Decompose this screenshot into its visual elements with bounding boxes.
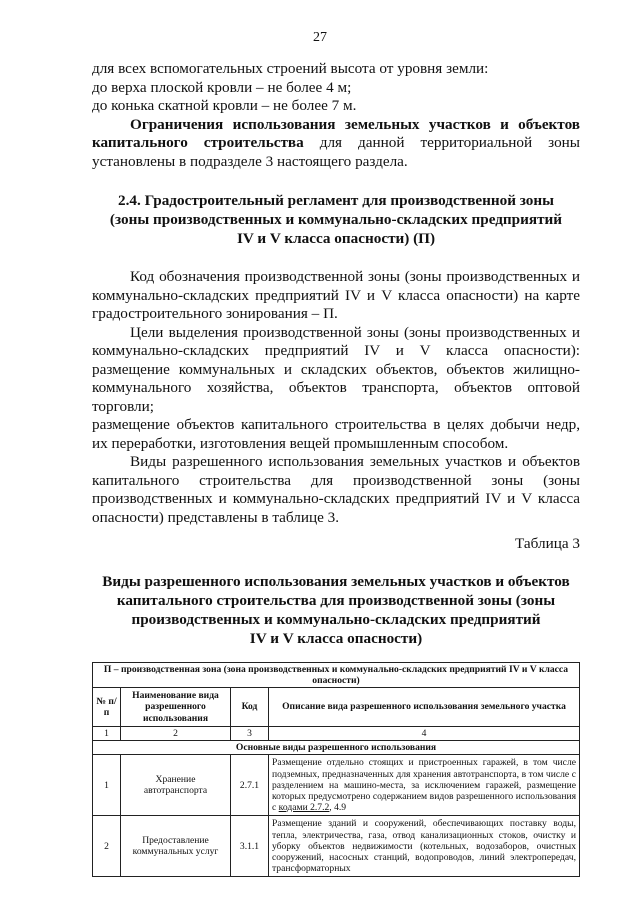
code-paragraph: Код обозначения производственной зоны (зоны производственных и коммунально-складских предприятий IV и V класса опасности) на карте градостроительного зонирования – П. xyxy=(92,268,580,322)
regulation-table xyxy=(92,662,580,878)
table-title xyxy=(92,572,580,648)
row-desc xyxy=(269,755,580,816)
row-name: Хранение автотранспорта xyxy=(121,755,231,816)
table-title-line-3: производственных и коммунально-складских предприятий xyxy=(131,610,541,628)
row-desc-text: Размещение отдельно стоящих и пристроенных гаражей, в том числе подземных, предназначенных для хранения автотранспорта, в том числе с разделением на машино-места, за исключением гаражей, размещение которых предусмотрено содержанием видов разрешенного использования с xyxy=(272,757,576,814)
col-number-3: 3 xyxy=(231,726,269,740)
col-number-4: 4 xyxy=(269,726,580,740)
table-zone-row xyxy=(93,662,580,687)
section-heading-line-2: (зоны производственных и коммунально-складских предприятий xyxy=(109,211,563,228)
row-num: 1 xyxy=(93,755,121,816)
zone-header-cell: П – производственная зона (зона производственных и коммунально-складских предприятий IV и V класса опасности) xyxy=(93,662,580,687)
col-number-2: 2 xyxy=(121,726,231,740)
row-code: 2.7.1 xyxy=(231,755,269,816)
page-number: 27 xyxy=(313,30,327,45)
row-name: Предоставление коммунальных услуг xyxy=(121,816,231,877)
table-title-line-4: IV и V класса опасности) xyxy=(249,629,423,647)
goals-paragraph: Цели выделения производственной зоны (зоны производственных и коммунально-складских предприятий IV и V класса опасности): размещение коммунальных и складских объектов, объектов жилищно-коммунального хозяйства, объектов транспорта, объектов оптовой торговли; xyxy=(92,323,580,415)
header-code: Код xyxy=(231,687,269,726)
intro-line-3: до конька скатной кровли – не более 7 м. xyxy=(92,97,357,114)
restriction-bold: Ограничения использования земельных участков и объектов капитального строительства xyxy=(92,115,580,151)
table-title-line-2: капитального строительства для производственной зоны (зоны xyxy=(116,591,556,609)
row-desc: Размещение зданий и сооружений, обеспечивающих поставку воды, тепла, электричества, газа, отвод канализационных стоков, очистку и уборку объектов недвижимости (котельных, водозаборов, очистных сооружений, насосных станций, водопроводов, линий электропередач, трансформаторных xyxy=(269,816,580,877)
intro-line-2: до верха плоской кровли – не более 4 м; xyxy=(92,78,352,96)
document-body xyxy=(92,60,580,877)
header-num: № п/п xyxy=(93,687,121,726)
types-paragraph: Виды разрешенного использования земельных участков и объектов капитального строительства для производственной зоны (зоны производственных и коммунально-складских предприятий IV и V класса опасности) представлены в таблице 3. xyxy=(92,453,580,526)
table-section-row xyxy=(93,741,580,755)
goals-paragraph-2: размещение объектов капитального строительства в целях добычи недр, их переработки, изготовления вещей промышленным способом. xyxy=(92,416,580,452)
restriction-rest: для данной территориальной зоны установлены в подразделе 3 настоящего раздела. xyxy=(92,134,580,170)
header-desc: Описание вида разрешенного использования земельного участка xyxy=(269,687,580,726)
row-desc-tail: , 4.9 xyxy=(329,802,347,814)
header-name: Наименование вида разрешенного использования xyxy=(121,687,231,726)
table-row xyxy=(93,755,580,816)
row-code: 3.1.1 xyxy=(231,816,269,877)
table-header-row xyxy=(93,687,580,726)
section-heading-line-1: 2.4. Градостроительный регламент для производственной зоны xyxy=(117,192,554,209)
section-cell: Основные виды разрешенного использования xyxy=(93,741,580,755)
section-heading xyxy=(92,191,580,248)
intro-line-1: для всех вспомогательных строений высота от уровня земли: xyxy=(92,60,489,77)
row-desc-link[interactable]: кодами 2.7.2 xyxy=(278,802,330,814)
section-heading-line-3: IV и V класса опасности) (П) xyxy=(236,230,436,247)
table-row xyxy=(93,816,580,877)
table-title-line-1: Виды разрешенного использования земельных участков и объектов xyxy=(102,572,570,590)
table-col-number-row xyxy=(93,726,580,740)
row-num: 2 xyxy=(93,816,121,877)
col-number-1: 1 xyxy=(93,726,121,740)
restriction-paragraph xyxy=(92,116,580,172)
table-caption: Таблица 3 xyxy=(515,535,580,552)
